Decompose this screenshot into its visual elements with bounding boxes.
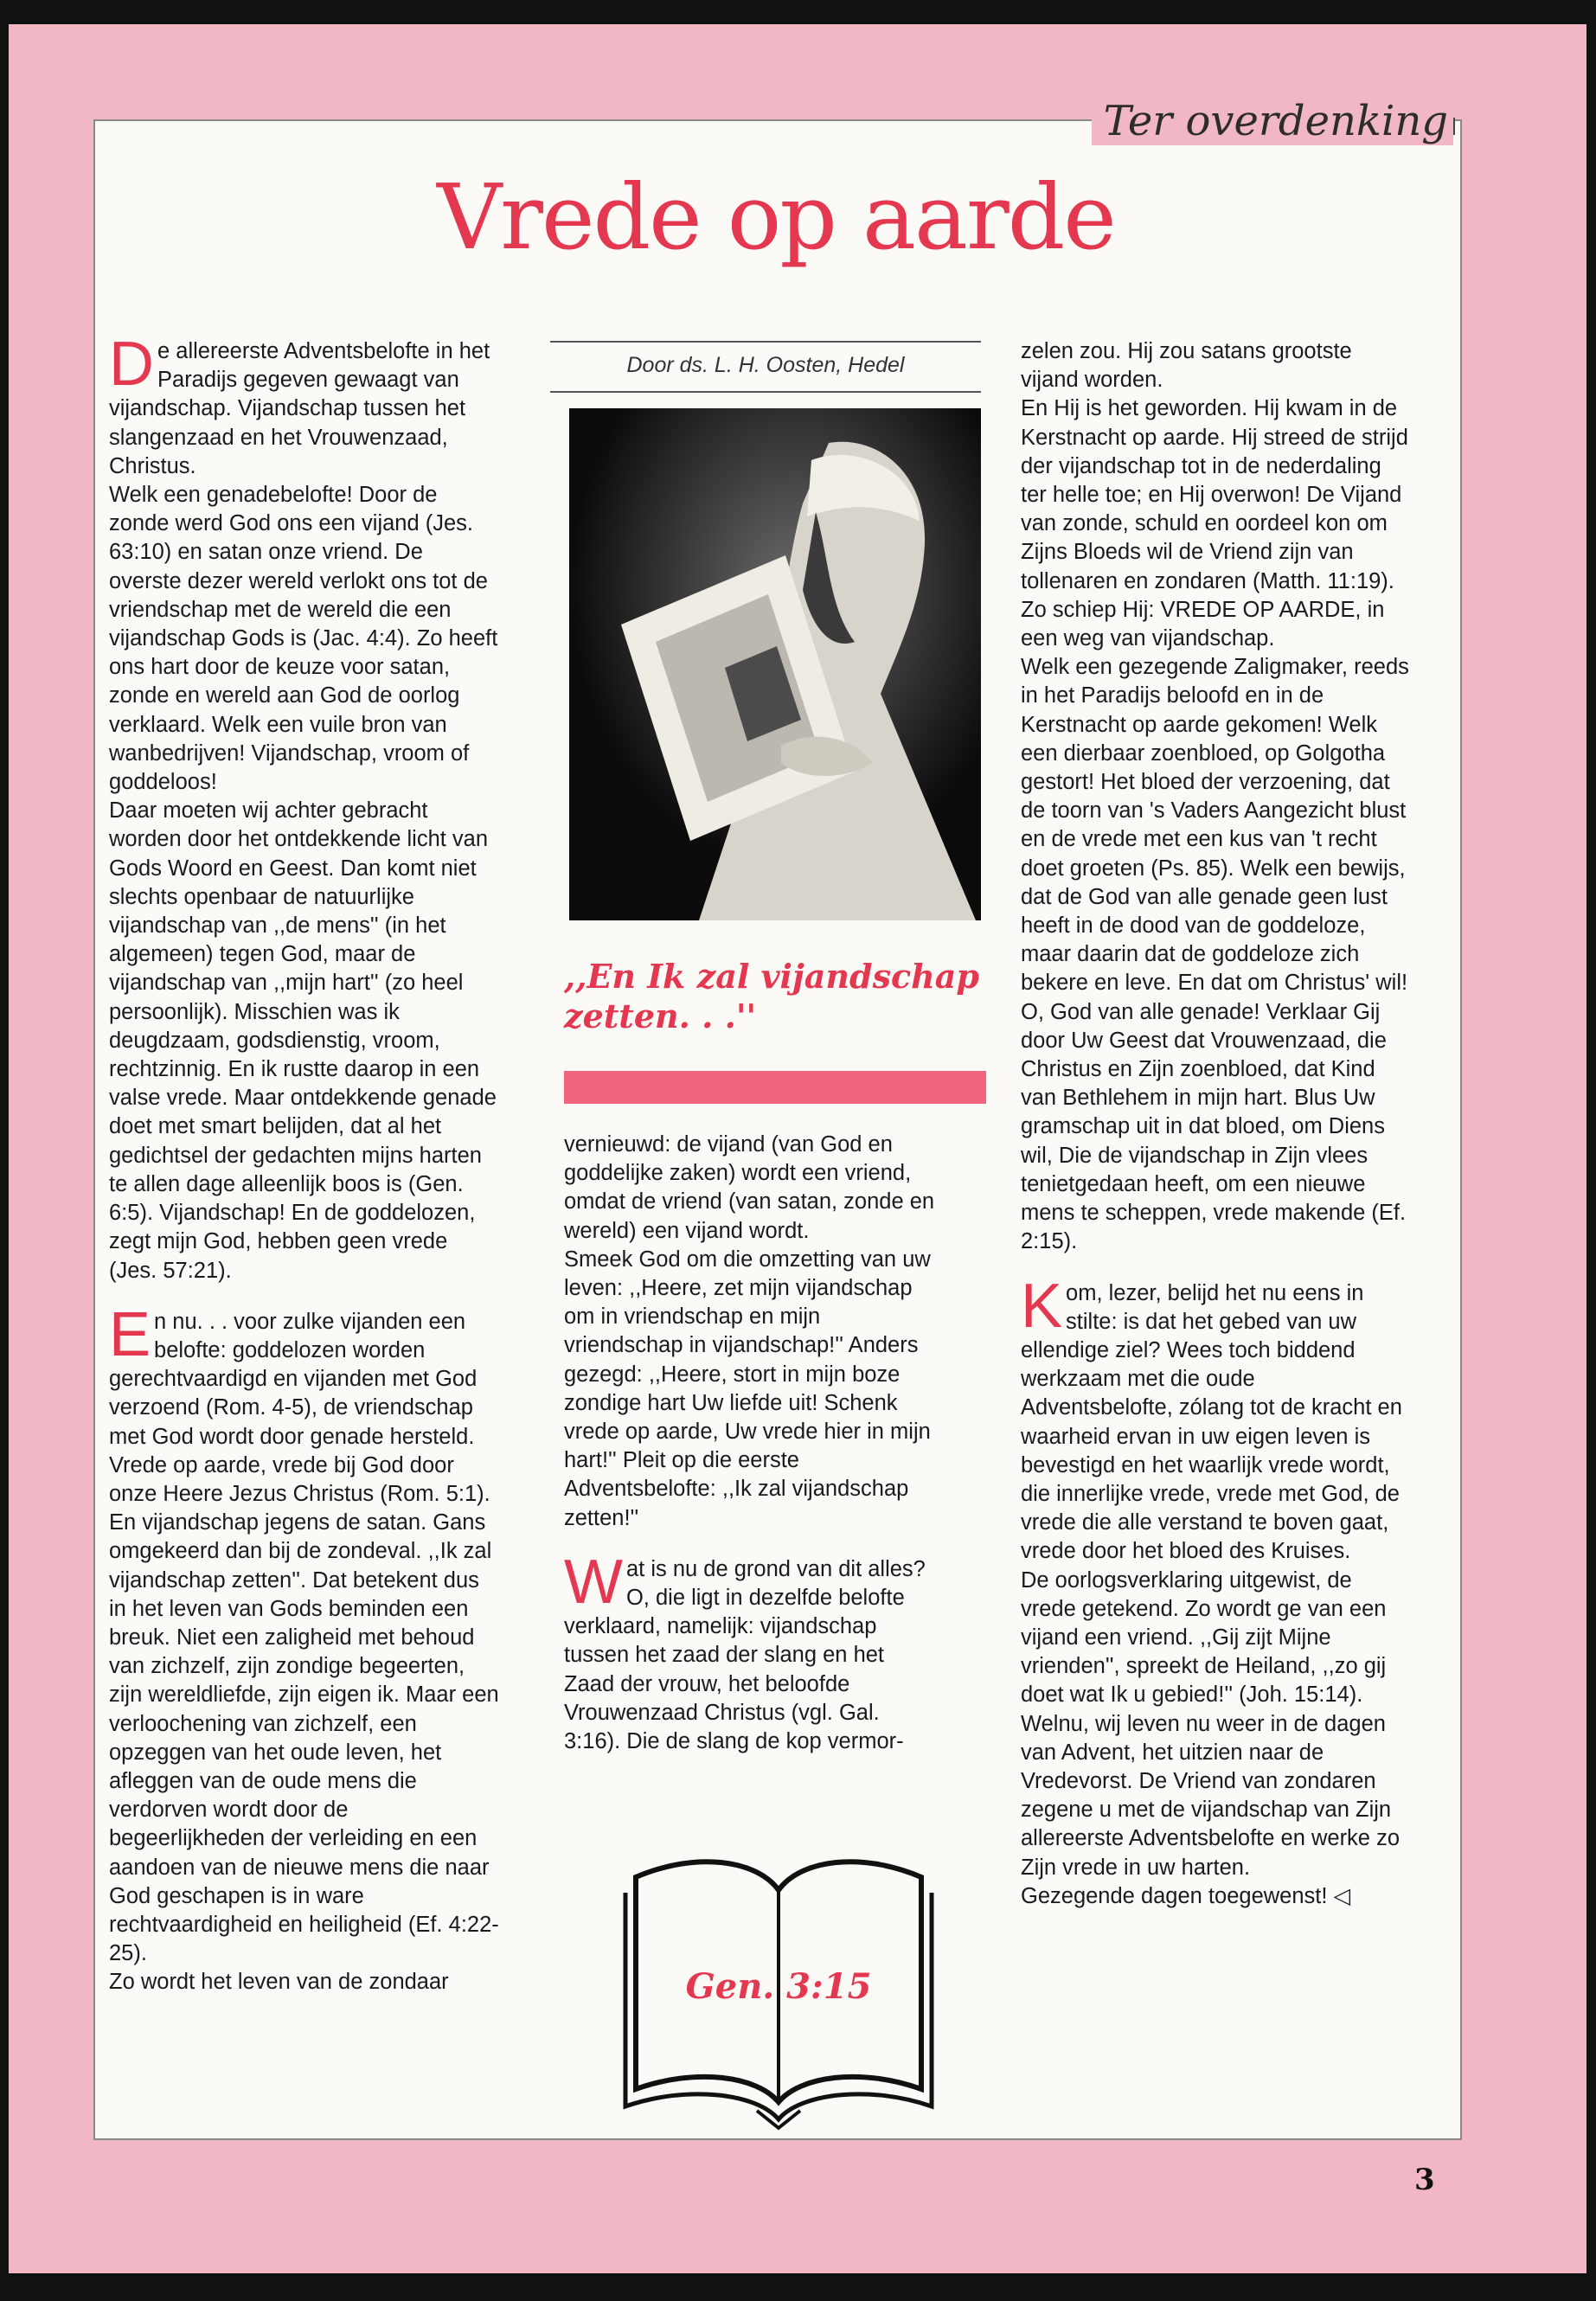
paragraph: En nu. . . voor zulke vijanden een belofte: goddelozen worden gerechtvaardigd en vijanden met God verzoend (Rom. 4-5), de vriendschap met God wordt door genade hersteld. Vrede op aarde, vrede bij God door onze Heere Jezus Christus (Rom. 5:1). En vijandschap jegens de satan. Gans omgekeerd dan bij de zondeval. ,,Ik zal vijandschap zetten''. Dat betekent dus in het leven van Gods beminden een breuk. Niet een zaligheid met behoud van zichzelf, zijn zondige begeerten, zijn wereldliefde, zijn eigen ik. Maar een verloochening van zichzelf, een opzeggen van het oude leven, het afleggen van de oude mens die verdorven wordt door de begeerlijkheden der verleiding en een aandoen van de nieuwe mens die naar God geschapen is in ware rechtvaardigheid en heiligheid (Ef. 4:22-25). (109, 1299, 499, 1966)
drop-cap: W (564, 1547, 623, 1617)
byline: Door ds. L. H. Oosten, Hedel (626, 353, 905, 377)
paragraph: vernieuwd: de vijand (van God en goddelijke zaken) wordt een vriend, omdat de vriend (van satan, zonde en wereld) een vijand wordt. (564, 1132, 935, 1243)
column-2 (564, 1131, 938, 1756)
woodcut-illustration (569, 408, 981, 920)
paragraph: Smeek God om die omzetting van uw leven: ,,Heere, zet mijn vijandschap om in vriendschap en mijn vriendschap in vijandschap!'' Anders gezegd: ,,Heere, stort in mijn boze zondige hart Uw liefde uit! Schenk vrede op aarde, Uw vrede hier in mijn hart!'' Pleit op die eerste Adventsbelofte: ,,Ik zal vijandschap zetten!'' (564, 1247, 931, 1530)
page-number: 3 (1414, 2163, 1435, 2197)
divider (1453, 118, 1455, 135)
column-1 (109, 330, 500, 1997)
pull-quote: ,,En Ik zal vijandschap zetten. . .'' (564, 957, 979, 1035)
paragraph: Kom, lezer, belijd het nu eens in stilte: is dat het gebed van uw ellendige ziel? Wees toch biddend werkzaam met die oude Adventsbelofte, zólang tot de kracht en waarheid ervan in uw eigen leven is bevestigd en het waarlijk vrede wordt, die innerlijke vrede, vrede met God, de vrede die alle verstand te boven gaat, vrede door het bloed des Kruises. (1021, 1271, 1402, 1564)
paragraph: Daar moeten wij achter gebracht worden door het ontdekkende licht van Gods Woord en Geest. Dan komt niet slechts openbaar de natuurlijke vijandschap van ,,de mens'' (in het algemeen) tegen God, maar de vijandschap van ,,mijn hart'' (zo heel persoonlijk). Misschien was ik deugdzaam, godsdienstig, vroom, rechtzinnig. En ik rustte daarop in een valse vrede. Maar ontdekkende genade doet met smart belijden, dat al het gedichtsel der gedachten mijns harten te allen dage alleenlijk boos is (Gen. 6:5). Vijandschap! En de goddelozen, zegt mijn God, hebben geen vrede (Jes. 57:21). (109, 798, 497, 1283)
drop-cap: K (1021, 1271, 1063, 1341)
paragraph: Welk een genadebelofte! Door de zonde werd God ons een vijand (Jes. 63:10) en satan onze vriend. De overste dezer wereld verlokt ons tot de vriendschap met de wereld die een vijandschap Gods is (Jac. 4:4). Zo heeft ons hart door de keuze voor satan, zonde en wereld aan God de oorlog verklaard. Welk een vuile bron van wanbedrijven! Vijandschap, vroom of goddeloos! (109, 483, 498, 795)
paragraph: En Hij is het geworden. Hij kwam in de Kerstnacht op aarde. Hij streed de strijd der vijandschap tot in de nederdaling ter helle toe; en Hij overwon! De Vijand van zonde, schuld en oordeel kon om Zijns Bloeds wil de Vriend zijn van tollenaren en zondaren (Matth. 11:19). Zo schiep Hij: VREDE OP AARDE, in een weg van vijandschap. (1021, 396, 1408, 651)
drop-cap: D (109, 330, 154, 399)
open-book-graphic (619, 1843, 939, 2132)
byline-box (550, 341, 981, 393)
paragraph: De allereerste Adventsbelofte in het Paradijs gegeven gewaagt van vijandschap. Vijandschap tussen het slangenzaad en het Vrouwenzaad, Christus. (109, 330, 490, 478)
section-label: Ter overdenking (1092, 97, 1453, 145)
scripture-reference: Gen. 3:15 (685, 1966, 872, 2007)
paragraph: O, God van alle genade! Verklaar Gij door Uw Geest dat Vrouwenzaad, die Christus en Zijn zoenbloed, dat Kind van Bethlehem in mijn hart. Blus Uw gramschap uit in dat bloed, om Diens wil, Die de vijandschap in Zijn vlees tenietgedaan heeft, om een nieuwe mens te scheppen, vrede makende (Ef. 2:15). (1021, 999, 1407, 1254)
paragraph: Wat is nu de grond van dit alles? O, die ligt in dezelfde belofte verklaard, namelijk: vijandschap tussen het zaad der slang en het Zaad der vrouw, het beloofde Vrouwenzaad Christus (vgl. Gal. 3:16). Die de slang de kop vermor- (564, 1547, 926, 1754)
reader-illustration (569, 408, 981, 920)
paragraph: De oorlogsverklaring uitgewist, de vrede getekend. Zo wordt ge van een vijand een vriend. ,,Gij zijt Mijne vrienden'', spreekt de Heiland, ,,zo gij doet wat Ik u gebied!'' (Joh. 15:14). (1021, 1567, 1387, 1708)
paragraph: Zo wordt het leven van de zondaar (109, 1970, 449, 1995)
book-icon (619, 1843, 939, 2132)
paragraph: Welk een gezegende Zaligmaker, reeds in het Paradijs beloofd en in de Kerstnacht op aarde gekomen! Welk een dierbaar zoenbloed, op Golgotha gestort! Het bloed der verzoening, dat de toorn van 's Vaders Aangezicht blust en de vrede met een kus van 't recht doet groeten (Ps. 85). Welk een bewijs, dat de God van alle genade geen lust heeft in de dood van de goddeloze, maar daarin dat de goddeloze zich bekere en leve. En dat om Christus' wil! (1021, 655, 1409, 996)
drop-cap: E (109, 1299, 151, 1369)
article-title: Vrede op aarde (437, 164, 1115, 270)
paragraph: Welnu, wij leven nu weer in de dagen van Advent, het uitzien naar de Vredevorst. De Vriend van zondaren zegene u met de vijandschap van Zijn allereerste Adventsbelofte en werke zo Zijn vrede in uw harten. (1021, 1711, 1401, 1880)
column-3 (1021, 337, 1412, 1911)
paragraph: Gezegende dagen toegewenst! ◁ (1021, 1883, 1351, 1908)
paragraph: zelen zou. Hij zou satans grootste vijand worden. (1021, 339, 1352, 393)
accent-bar (564, 1071, 986, 1104)
